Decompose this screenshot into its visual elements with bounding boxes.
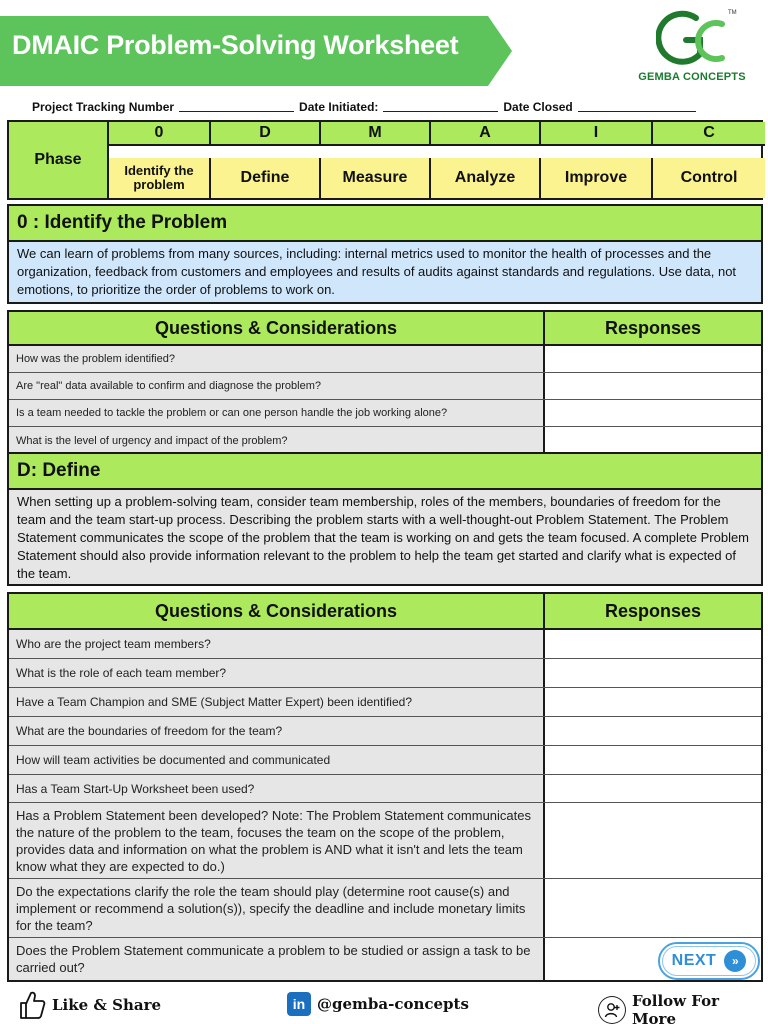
- table-row: [9, 717, 761, 746]
- question-text: How will team activities be documented and communicated: [9, 746, 545, 774]
- identify-description: We can learn of problems from many sources, including: internal metrics used to monitor the health of processes and the organization, feedback from customers and employees and results of audits against standards and regulations. Use data, not emotions, to prioritize the order of problems to work on.: [7, 242, 763, 304]
- project-tracking-field[interactable]: [179, 98, 294, 112]
- project-tracking-label: Project Tracking Number: [32, 100, 175, 114]
- table-row: [9, 373, 761, 400]
- question-text: Has a Team Start-Up Worksheet been used?: [9, 775, 545, 802]
- table-row: [9, 938, 761, 980]
- question-text: Does the Problem Statement communicate a problem to be studied or assign a task to be carried out?: [9, 938, 545, 980]
- table-row: [9, 775, 761, 803]
- table-header: [9, 312, 761, 346]
- page-title: DMAIC Problem-Solving Worksheet: [12, 30, 459, 60]
- phase-letter: I: [541, 122, 653, 146]
- responses-header: Responses: [604, 600, 702, 621]
- phase-letter: C: [653, 122, 765, 146]
- trademark-mark: TM: [728, 10, 737, 16]
- response-cell[interactable]: [545, 427, 761, 454]
- responses-header: Responses: [604, 317, 702, 338]
- define-section-title: D: Define: [7, 452, 763, 490]
- table-row: [9, 803, 761, 879]
- date-initiated-field[interactable]: [383, 98, 498, 112]
- like-share-link[interactable]: [18, 990, 161, 1020]
- response-cell[interactable]: [545, 717, 761, 745]
- tracking-row: [32, 96, 742, 114]
- identify-section-title: 0 : Identify the Problem: [7, 204, 763, 242]
- linkedin-icon: in: [287, 992, 311, 1016]
- phase-name: Control: [653, 158, 765, 198]
- questions-header: Questions & Considerations: [9, 594, 545, 628]
- question-text: How was the problem identified?: [9, 346, 545, 372]
- define-questions-table: [7, 592, 763, 982]
- table-row: [9, 400, 761, 427]
- question-text: Is a team needed to tackle the problem or can one person handle the job working alone?: [9, 400, 545, 426]
- phase-letter: 0: [109, 122, 211, 146]
- phase-name: Analyze: [431, 158, 541, 198]
- thumbs-up-icon: [18, 990, 46, 1020]
- table-header: [9, 594, 761, 630]
- next-button-inner: [662, 946, 756, 976]
- like-share-label: Like & Share: [52, 996, 162, 1014]
- table-row: [9, 688, 761, 717]
- phase-header: Phase: [9, 122, 109, 198]
- phase-name: Define: [211, 158, 321, 198]
- question-text: Are "real" data available to confirm and diagnose the problem?: [9, 373, 545, 399]
- response-cell[interactable]: [545, 803, 761, 878]
- phase-letter: M: [321, 122, 431, 146]
- response-cell[interactable]: [545, 630, 761, 658]
- define-description: When setting up a problem-solving team, consider team membership, roles of the members, boundaries of freedom for the team and the team start-up process. Describing the problem starts with a well-thought-out Problem Statement. The Problem Statement communicates the scope of the problem that the team is working on and gets the team focused. A complete Problem Statement should also provide information relevant to the problem to help the team get started and clarify what is expected of the team.: [7, 490, 763, 586]
- phase-letter: D: [211, 122, 321, 146]
- phase-letter: A: [431, 122, 541, 146]
- phase-name: Measure: [321, 158, 431, 198]
- table-row: [9, 427, 761, 454]
- response-cell[interactable]: [545, 746, 761, 774]
- response-cell[interactable]: [545, 688, 761, 716]
- linkedin-handle: @gemba-concepts: [317, 995, 469, 1013]
- response-cell[interactable]: [545, 659, 761, 687]
- response-cell[interactable]: [545, 400, 761, 426]
- table-row: [9, 630, 761, 659]
- table-row: [9, 746, 761, 775]
- question-text: Has a Problem Statement been developed? Note: The Problem Statement communicates the nature of the problem to the team, focuses the team on the scope of the problem, provides data and information on what the problem is AND what it isn't and lets the team know what they are expected to do.): [9, 803, 545, 878]
- gc-logo-icon: [656, 8, 728, 70]
- add-user-icon: [598, 996, 626, 1024]
- response-cell[interactable]: [545, 879, 761, 937]
- table-row: [9, 346, 761, 373]
- phase-table: [7, 120, 763, 200]
- date-closed-label: Date Closed: [503, 100, 573, 114]
- question-text: Do the expectations clarify the role the team should play (determine root cause(s) and implement or recommend a solution(s)), specify the deadline and include monetary limits for the team?: [9, 879, 545, 937]
- date-closed-field[interactable]: [578, 98, 696, 112]
- question-text: Who are the project team members?: [9, 630, 545, 658]
- next-label: NEXT: [671, 952, 717, 969]
- table-row: [9, 879, 761, 938]
- question-text: What are the boundaries of freedom for the team?: [9, 717, 545, 745]
- double-chevron-right-icon: »: [724, 950, 746, 972]
- response-cell[interactable]: [545, 346, 761, 372]
- phase-name: Improve: [541, 158, 653, 198]
- logo-name: GEMBA CONCEPTS: [638, 71, 746, 83]
- date-initiated-label: Date Initiated:: [299, 100, 379, 114]
- phase-name: Identify the problem: [109, 158, 211, 198]
- follow-link[interactable]: [598, 992, 768, 1024]
- questions-header: Questions & Considerations: [9, 312, 545, 344]
- follow-label: Follow For More: [631, 992, 720, 1024]
- question-text: What is the level of urgency and impact of the problem?: [9, 427, 545, 454]
- question-text: What is the role of each team member?: [9, 659, 545, 687]
- title-banner: [0, 16, 512, 86]
- identify-questions-table: [7, 310, 763, 456]
- response-cell[interactable]: [545, 373, 761, 399]
- footer: [0, 988, 768, 1024]
- table-row: [9, 659, 761, 688]
- question-text: Have a Team Champion and SME (Subject Matter Expert) been identified?: [9, 688, 545, 716]
- linkedin-link[interactable]: [287, 992, 469, 1016]
- response-cell[interactable]: [545, 775, 761, 802]
- gemba-concepts-logo: [632, 8, 752, 88]
- next-button[interactable]: [658, 942, 760, 980]
